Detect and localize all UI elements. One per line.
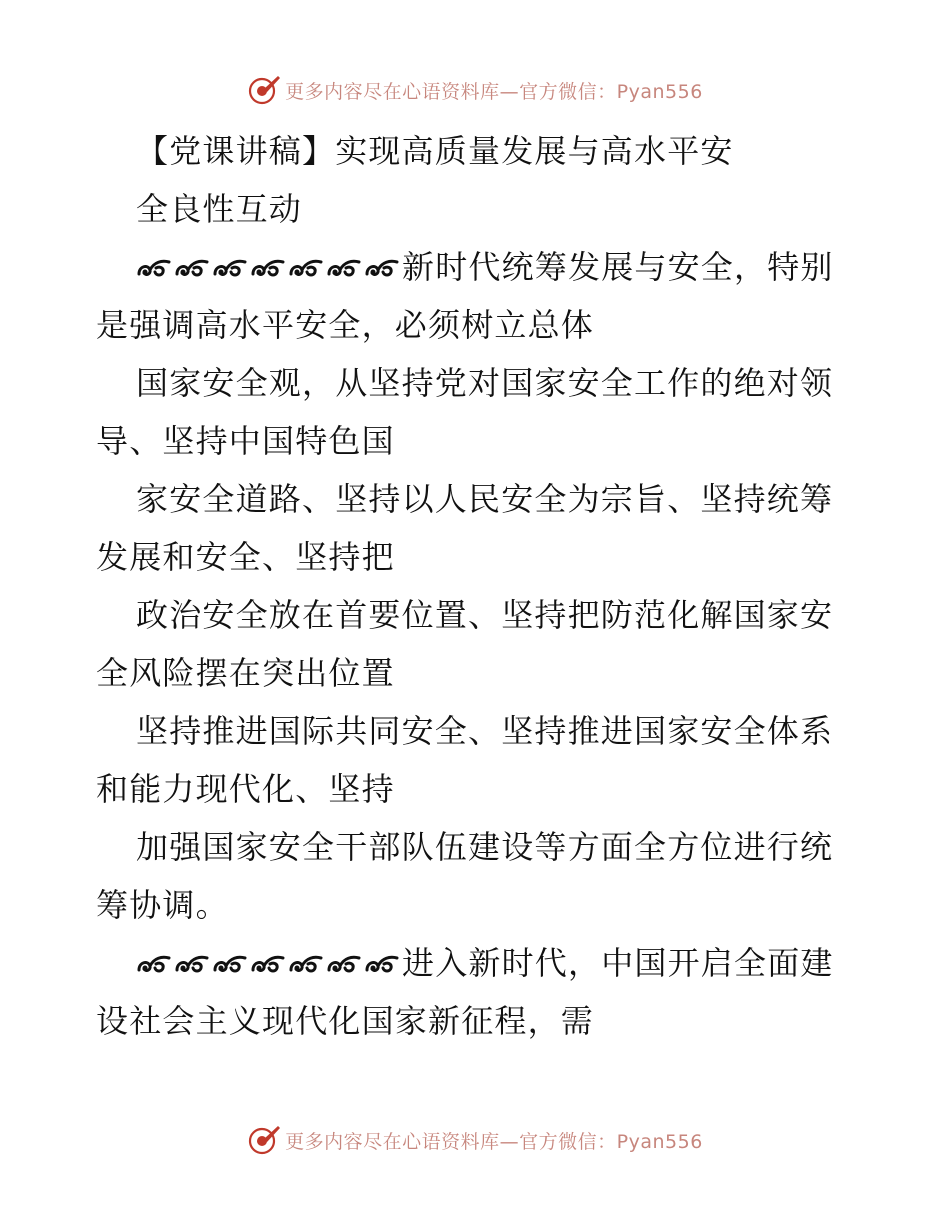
swirl-ornament-icon — [212, 256, 249, 282]
swirl-ornament-icon — [288, 256, 325, 282]
paragraph-5-line-1: 坚持推进国际共同安全、坚持推进国家安全体系 — [136, 712, 834, 750]
swirl-ornament-icon — [326, 256, 363, 282]
swirl-ornament-icon — [364, 952, 401, 978]
paragraph-7-line-2: 设社会主义现代化国家新征程，需 — [96, 1002, 595, 1040]
header-banner-text: 更多内容尽在心语资料库—官方微信：Pyan556 — [285, 80, 703, 103]
pen-logo-icon — [247, 1123, 281, 1157]
header-banner — [0, 70, 950, 110]
paragraph-3-line-2: 发展和安全、坚持把 — [96, 538, 395, 576]
document-title-line-2: 全良性互动 — [136, 190, 303, 228]
paragraph-6-line-2: 筹协调。 — [96, 886, 229, 924]
swirl-ornament-icon — [136, 938, 402, 996]
paragraph-1-line-2: 是强调高水平安全，必须树立总体 — [96, 306, 595, 344]
paragraph-5-line-2: 和能力现代化、坚持 — [96, 770, 395, 808]
swirl-ornament-icon — [364, 256, 401, 282]
document-title-line-1: 【党课讲稿】实现高质量发展与高水平安 — [136, 132, 734, 170]
swirl-ornament-icon — [174, 952, 211, 978]
paragraph-4-line-2: 全风险摆在突出位置 — [96, 654, 395, 692]
paragraph-6-line-1: 加强国家安全干部队伍建设等方面全方位进行统 — [136, 828, 834, 866]
swirl-ornament-icon — [174, 256, 211, 282]
swirl-ornament-icon — [250, 256, 287, 282]
paragraph-1-line-1 — [96, 238, 866, 296]
paragraph-4-line-1: 政治安全放在首要位置、坚持把防范化解国家安 — [136, 596, 834, 634]
swirl-ornament-icon — [136, 256, 173, 282]
footer-banner — [0, 1120, 950, 1160]
swirl-ornament-icon — [136, 952, 173, 978]
swirl-ornament-icon — [288, 952, 325, 978]
swirl-ornament-icon — [250, 952, 287, 978]
paragraph-1-text: 新时代统筹发展与安全，特别 — [402, 248, 834, 286]
paragraph-3-line-1: 家安全道路、坚持以人民安全为宗旨、坚持统筹 — [136, 480, 834, 518]
swirl-ornament-icon — [326, 952, 363, 978]
paragraph-7-text: 进入新时代，中国开启全面建 — [402, 944, 834, 982]
swirl-ornament-icon — [212, 952, 249, 978]
footer-banner-text: 更多内容尽在心语资料库—官方微信：Pyan556 — [285, 1130, 703, 1153]
document-body — [96, 122, 866, 1050]
paragraph-2-line-2: 导、坚持中国特色国 — [96, 422, 395, 460]
pen-logo-icon — [247, 73, 281, 107]
paragraph-2-line-1: 国家安全观，从坚持党对国家安全工作的绝对领 — [136, 364, 834, 402]
paragraph-7-line-1 — [96, 934, 866, 992]
swirl-ornament-icon — [136, 242, 402, 300]
